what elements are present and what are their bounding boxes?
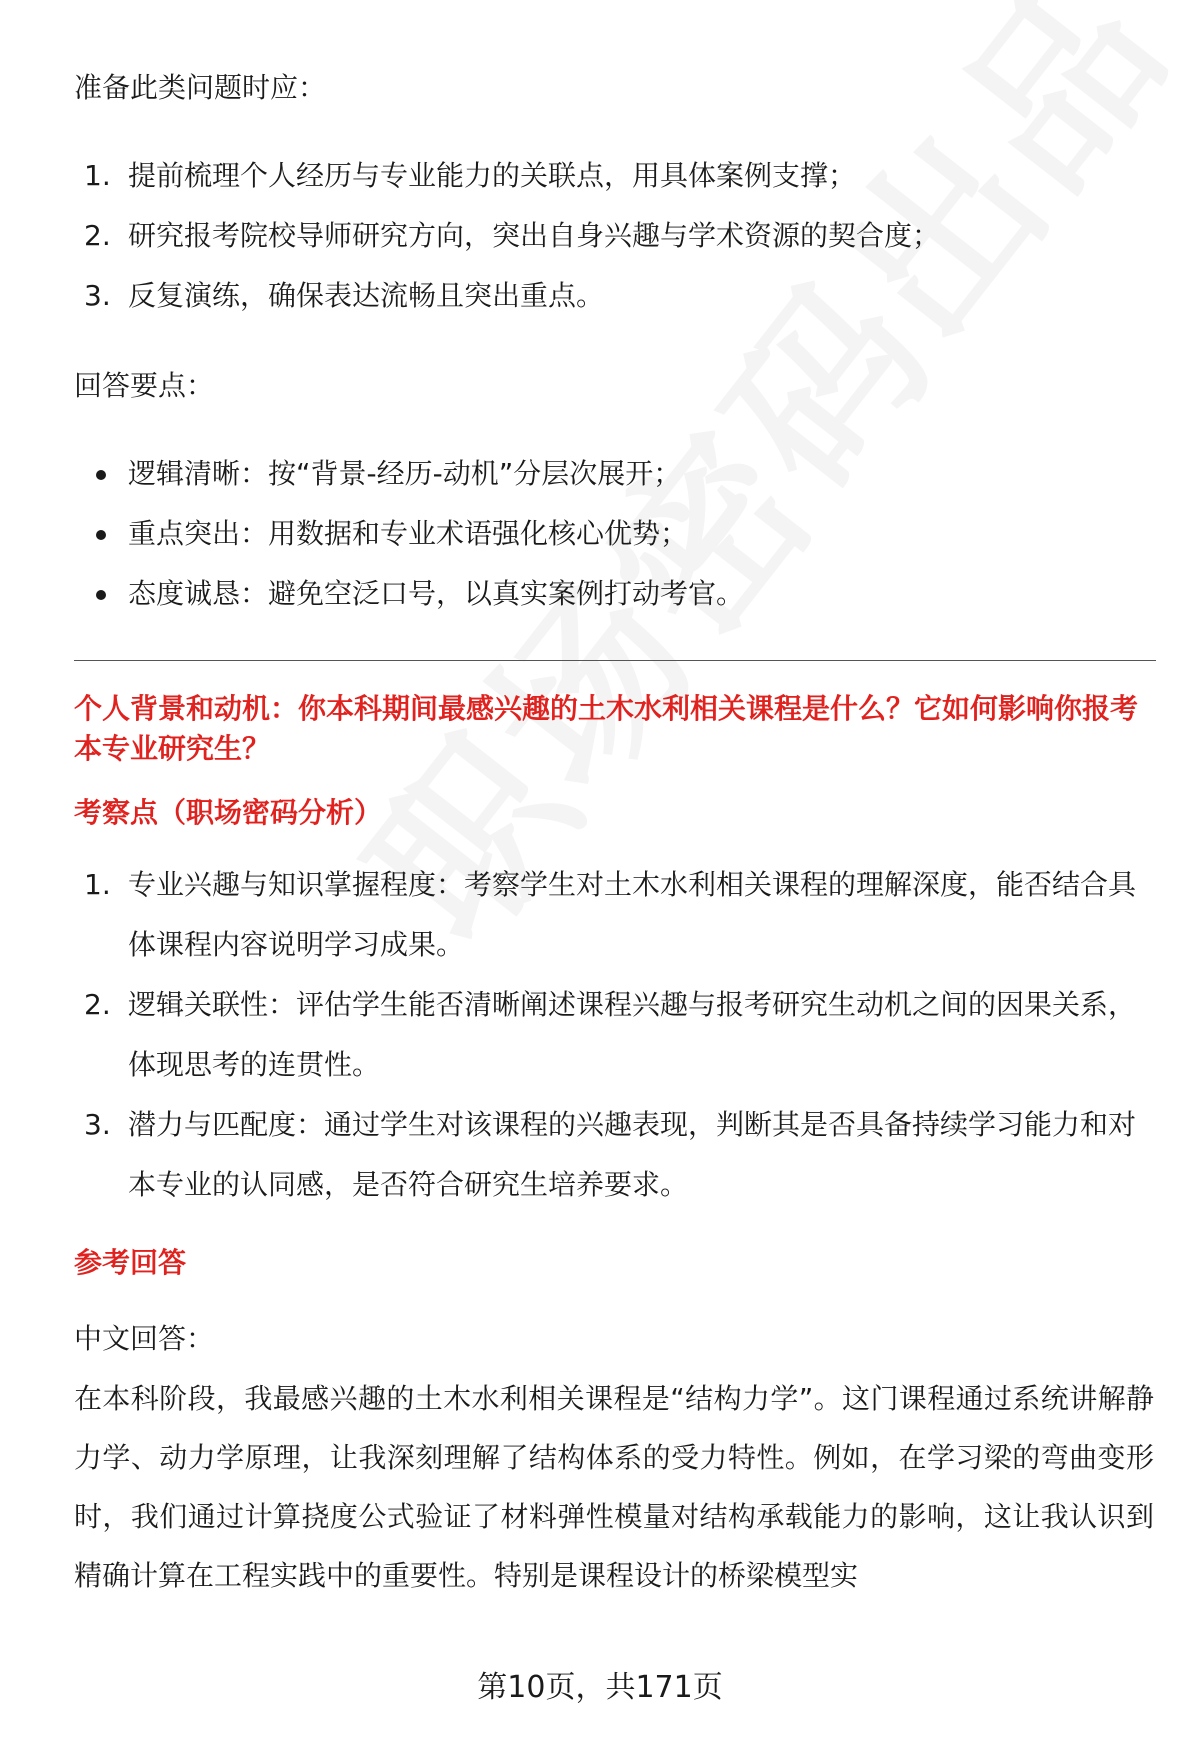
list-number: 3. — [84, 279, 111, 312]
list-text: 逻辑清晰：按“背景-经历-动机”分层次展开； — [128, 457, 682, 490]
section-divider — [74, 660, 1156, 661]
key-point-item — [74, 504, 1154, 564]
prep-item-3 — [74, 266, 1154, 326]
list-number: 2. — [84, 988, 111, 1021]
assess-item-1 — [74, 855, 1154, 975]
list-text: 态度诚恳：避免空泛口号，以真实案例打动考官。 — [128, 577, 745, 610]
key-points-label: 回答要点： — [74, 369, 215, 402]
page-number: 第10页，共171页 — [477, 1670, 723, 1705]
assess-item-2 — [74, 975, 1154, 1095]
bullet-icon — [96, 590, 106, 600]
key-points-list — [74, 444, 1154, 624]
answer-text: 在本科阶段，我最感兴趣的土木水利相关课程是“结构力学”。这门课程通过系统讲解静力学、动力学原理，让我深刻理解了结构体系的受力特性。例如，在学习梁的弯曲变形时，我们通过计算挠度公式验证了材料弹性模量对结构承载能力的影响，这让我认识到精确计算在工程实践中的重要性。特别是课程设计的桥梁模型实 — [74, 1382, 1154, 1592]
answer-label: 中文回答： — [74, 1322, 215, 1355]
list-text: 研究报考院校导师研究方向，突出自身兴趣与学术资源的契合度； — [128, 219, 941, 252]
list-text: 反复演练，确保表达流畅且突出重点。 — [128, 279, 605, 312]
list-number: 1. — [84, 159, 111, 192]
key-point-item — [74, 444, 1154, 504]
page-content — [74, 58, 1154, 1605]
bullet-icon — [96, 470, 106, 480]
reference-answer-heading: 参考回答 — [74, 1246, 187, 1279]
list-text: 重点突出：用数据和专业术语强化核心优势； — [128, 517, 689, 550]
list-number: 1. — [84, 868, 111, 901]
assess-heading: 考察点（职场密码分析） — [74, 796, 383, 829]
list-text: 提前梳理个人经历与专业能力的关联点，用具体案例支撑； — [128, 159, 857, 192]
key-point-item — [74, 564, 1154, 624]
prep-list — [74, 146, 1154, 326]
list-text: 专业兴趣与知识掌握程度：考察学生对土木水利相关课程的理解深度，能否结合具体课程内容说明学习成果。 — [128, 868, 1137, 961]
prep-item-1 — [74, 146, 1154, 206]
question-title: 个人背景和动机：你本科期间最感兴趣的土木水利相关课程是什么？它如何影响你报考本专业研究生？ — [74, 692, 1139, 765]
prep-item-2 — [74, 206, 1154, 266]
assess-item-3 — [74, 1095, 1154, 1215]
list-text: 潜力与匹配度：通过学生对该课程的兴趣表现，判断其是否具备持续学习能力和对本专业的认同感，是否符合研究生培养要求。 — [128, 1108, 1137, 1201]
assess-list — [74, 855, 1154, 1215]
list-number: 3. — [84, 1108, 111, 1141]
list-number: 2. — [84, 219, 111, 252]
intro-label: 准备此类问题时应： — [74, 71, 327, 104]
bullet-icon — [96, 530, 106, 540]
list-text: 逻辑关联性：评估学生能否清晰阐述课程兴趣与报考研究生动机之间的因果关系，体现思考的连贯性。 — [128, 988, 1137, 1081]
